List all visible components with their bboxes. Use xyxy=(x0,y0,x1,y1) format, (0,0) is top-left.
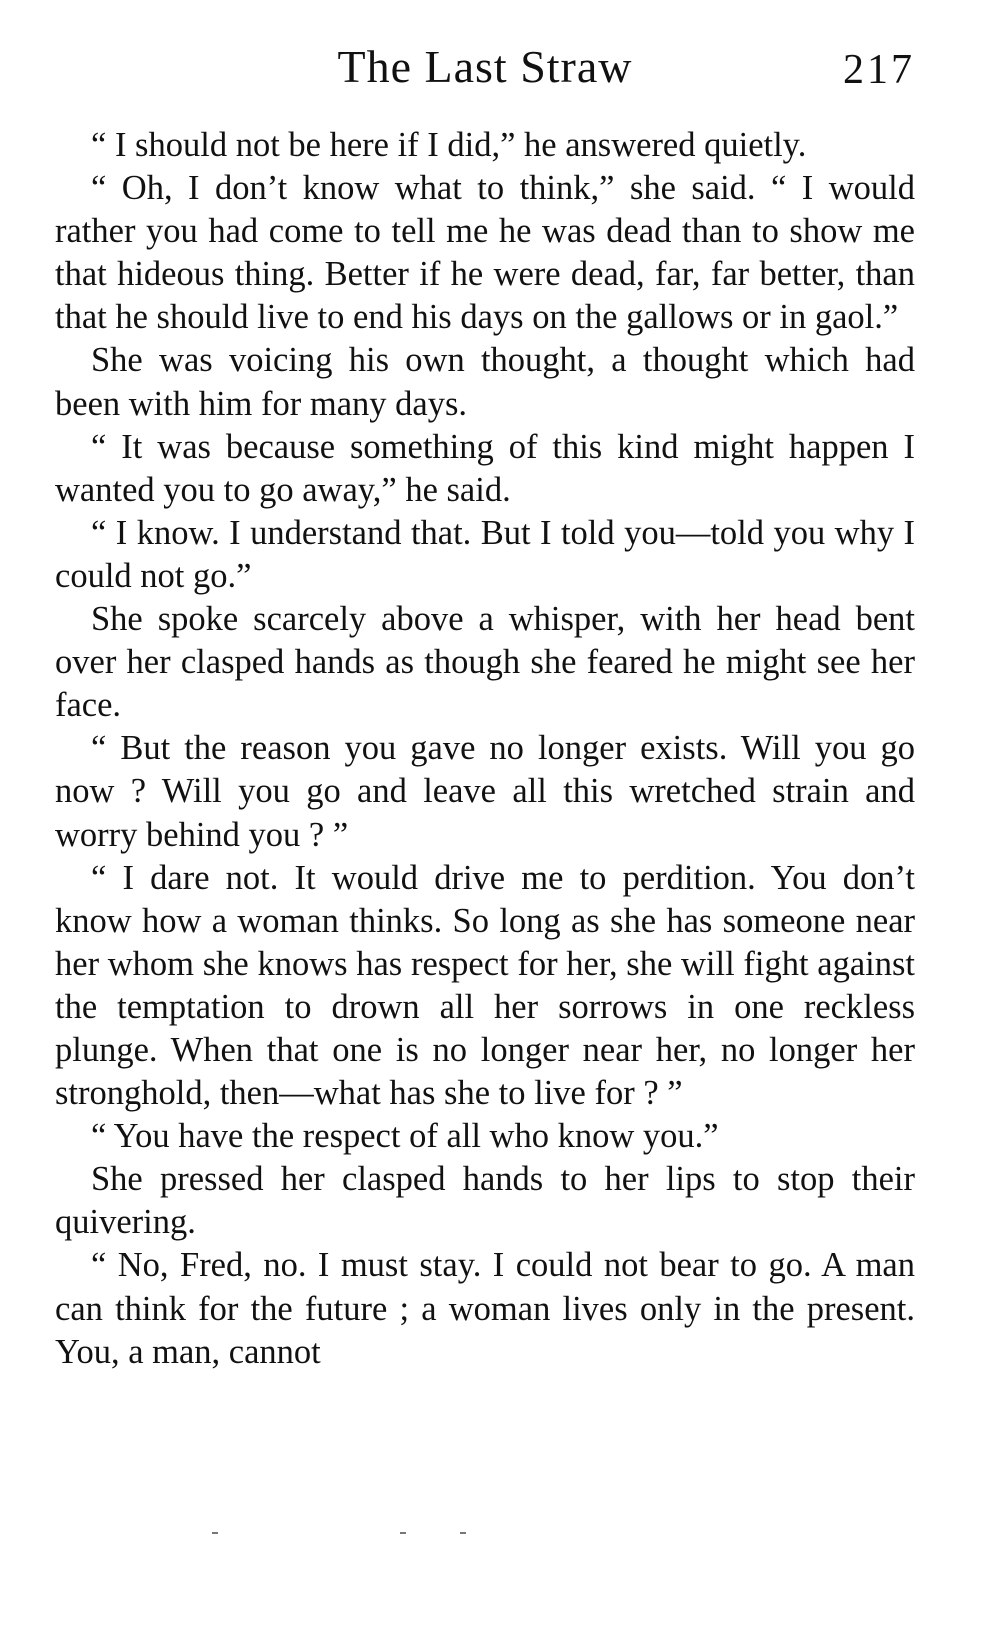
print-speck xyxy=(212,1532,218,1534)
print-speck xyxy=(460,1532,466,1534)
paragraph: “ I know. I understand that. But I told you—told you why I could not go.” xyxy=(55,513,915,595)
print-speck xyxy=(400,1532,406,1534)
paragraph: “ Oh, I don’t know what to think,” she said. “ I would rather you had come to tell me he was dead than to show me that hideous thing. Better if he were dead, far, far better, than that he should live to end his days on the gallows or in gaol.” xyxy=(55,169,915,337)
paragraph: “ I should not be here if I did,” he answered quietly. xyxy=(91,126,807,164)
page-number: 217 xyxy=(843,47,915,93)
paragraph: “ No, Fred, no. I must stay. I could not bear to go. A man can think for the future ; a woman lives only in the present. You, a man, cannot xyxy=(55,1246,915,1371)
paragraph: “ It was because something of this kind might happen I wanted you to go away,” he said. xyxy=(55,427,915,509)
running-title: The Last Straw xyxy=(337,41,633,92)
paragraph: “ You have the respect of all who know you.” xyxy=(91,1117,719,1156)
paragraph: She was voicing his own thought, a thought which had been with him for many days. xyxy=(55,341,915,423)
paragraph: “ I dare not. It would drive me to perdition. You don’t know how a woman thinks. So long as she has someone near her whom she knows has respect for her, she will fight against the temptation to drown all her sorrows in one reckless plunge. When that one is no longer near her, no longer her stronghold, then—what has she to live for ? ” xyxy=(55,858,915,1113)
body-text xyxy=(55,124,915,1374)
paragraph: “ But the reason you gave no longer exists. Will you go now ? Will you go and leave all this wretched strain and worry behind you ? ” xyxy=(55,729,915,854)
paragraph: She spoke scarcely above a whisper, with her head bent over her clasped hands as though she feared he might see her face. xyxy=(55,600,915,725)
print-specks xyxy=(200,1532,500,1536)
running-head xyxy=(55,40,915,100)
paragraph: She pressed her clasped hands to her lips to stop their quivering. xyxy=(55,1160,915,1242)
